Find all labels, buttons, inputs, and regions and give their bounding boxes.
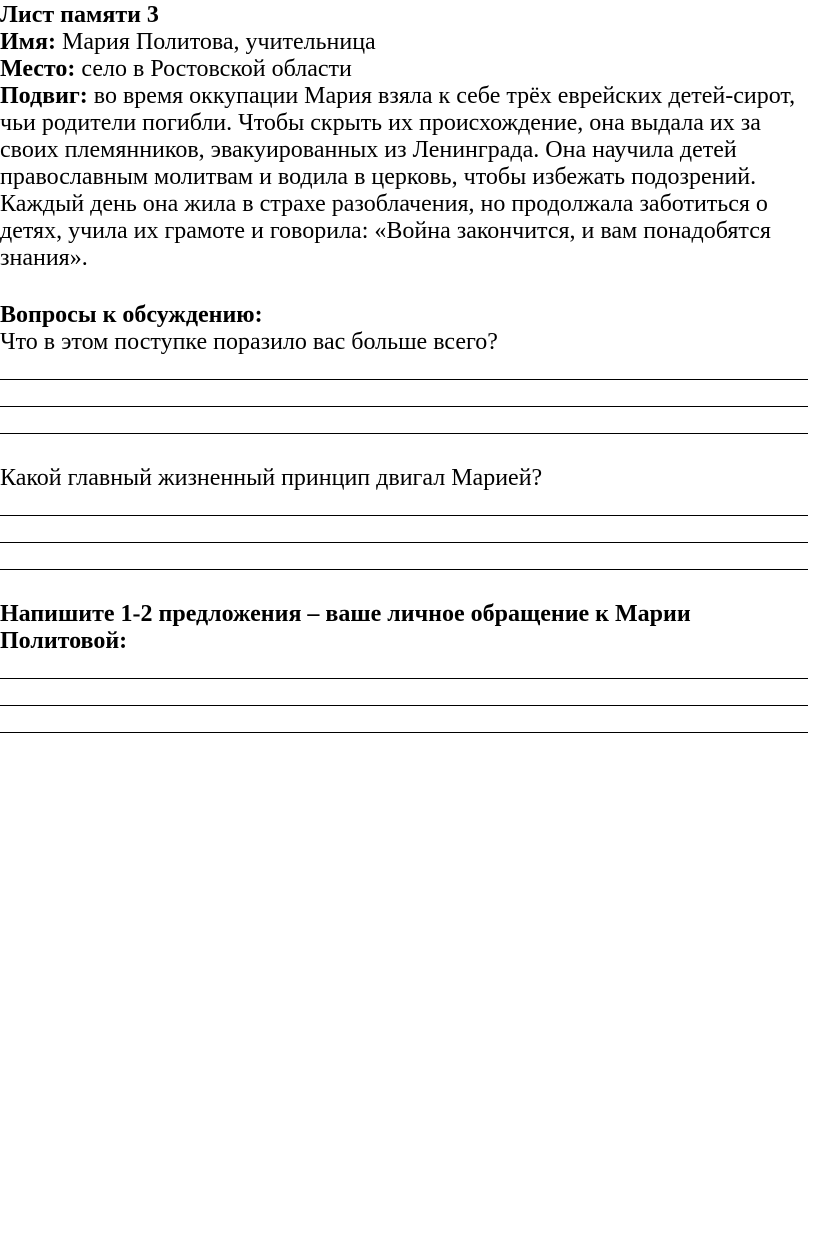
place-value: село в Ростовской области: [75, 56, 352, 82]
question-2: Какой главный жизненный принцип двигал Марией?: [0, 465, 543, 491]
deed-text: во время оккупации Мария взяла к себе трёх еврейских детей-сирот, чьи родители погибли. Чтобы скрыть их происхождение, она выдала их за своих племянников, эвакуированных из Ленинграда. Она научила детей православным молитвам и водила в церковь, чтобы избежать подозрений. Каждый день она жила в страхе разоблачения, но продолжала заботиться о детях, учила их грамоте и говорила: «Война закончится, и вам понадобятся знания».: [0, 83, 796, 271]
answer-line-2-2[interactable]: [0, 542, 808, 543]
answer-line-2-1[interactable]: [0, 515, 808, 516]
answer-line-1-1[interactable]: [0, 379, 808, 380]
appeal-line-1[interactable]: [0, 678, 808, 679]
sheet-title: Лист памяти 3: [0, 2, 159, 28]
deed-field: [0, 83, 800, 272]
place-label: Место:: [0, 56, 76, 82]
deed-label: Подвиг:: [0, 83, 88, 109]
appeal-line-3[interactable]: [0, 732, 808, 733]
personal-appeal-task: Напишите 1-2 предложения – ваше личное обращение к Марии Политовой:: [0, 601, 691, 654]
name-label: Имя:: [0, 29, 56, 55]
answer-line-2-3[interactable]: [0, 569, 808, 570]
questions-heading: Вопросы к обсуждению:: [0, 302, 263, 328]
name-value: Мария Политова, учительница: [56, 29, 376, 55]
place-field: [0, 56, 808, 83]
question-1: Что в этом поступке поразило вас больше всего?: [0, 329, 498, 355]
answer-line-1-2[interactable]: [0, 406, 808, 407]
name-field: [0, 29, 808, 56]
answer-line-1-3[interactable]: [0, 433, 808, 434]
appeal-line-2[interactable]: [0, 705, 808, 706]
